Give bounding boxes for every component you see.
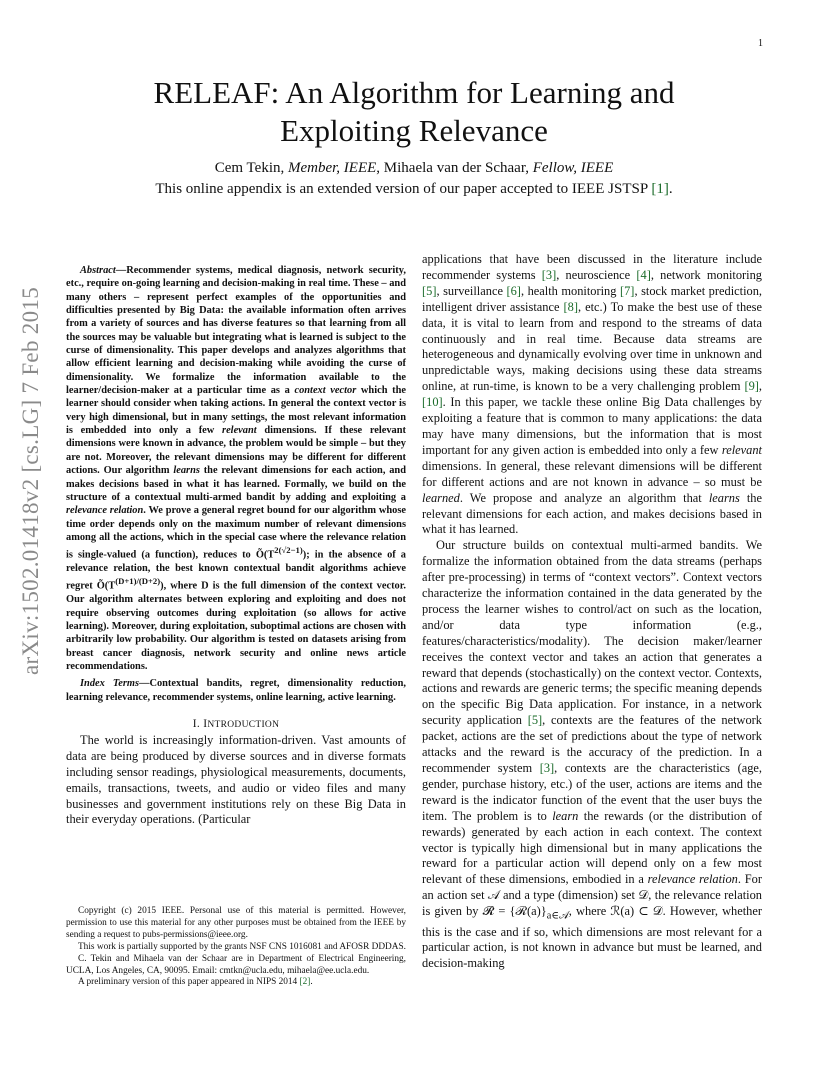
title-line-2: Exploiting Relevance xyxy=(280,113,548,148)
body-text: Our structure builds on contextual multi-armed bandits. We formalize the information obtained from the data streams (perhaps after pre-processing) in terms of “context vectors”. Context vectors characterize the information contained in the data generated by the process the learner wishes to control/act on such as the location, and/or data type information (e.g., features/characteristics/modality). The decision maker/learner receives the context vector and takes an action that generates a reward that depends (stochastically) on the context vector. Contexts, actions and rewards are generic terms; the specific meaning depends on the specific Big Data application. For instance, in a network security application xyxy=(422,538,762,728)
author-2: , Mihaela van der Schaar, xyxy=(376,160,529,176)
citation-link[interactable]: [6] xyxy=(506,283,521,298)
arxiv-sidebar-stamp xyxy=(10,262,52,700)
author-1: Cem Tekin, xyxy=(214,160,285,176)
body-emphasis: learn xyxy=(552,808,579,823)
abstract-text: dimensions. If these relevant dimensions were known in advance, the problem would be simple – but they are not. Moreover, the relevant dimensions may be different for different actions. Our algorithm xyxy=(66,425,406,477)
section-number: I. I xyxy=(192,717,208,730)
body-text: , network monitoring xyxy=(650,267,762,282)
footnote-preliminary xyxy=(66,977,406,989)
citation-link[interactable]: [3] xyxy=(541,267,557,282)
appendix-note-end: . xyxy=(668,181,673,197)
title-line-1: RELEAF: An Algorithm for Learning and xyxy=(153,75,675,110)
section-heading-introduction xyxy=(66,718,406,730)
left-column xyxy=(66,264,406,828)
body-text: , surveillance xyxy=(436,283,507,298)
abstract-emphasis: relevance relation xyxy=(66,505,144,517)
abstract-text: . We prove a general regret bound for our algorithm whose time order depends only on the maximum number of relevant dimensions among all the actions, which in the special case where the relevance relation is single-valued (a function), reduces to Õ(T xyxy=(66,505,406,561)
body-text: , contexts are the features of the network packet, actions are the set of predictions about the type of network attacks and the reward is the accuracy of the prediction. In a recommender system xyxy=(422,713,763,775)
abstract-emphasis: learns xyxy=(173,465,200,477)
index-terms-text: —Contextual bandits, regret, dimensionality reduction, learning relevance, recommender systems, online learning, active learning. xyxy=(66,678,406,703)
abstract xyxy=(66,264,406,673)
citation-link[interactable]: [7] xyxy=(619,283,635,298)
body-text: , xyxy=(758,379,762,394)
body-text: dimensions. In general, these relevant dimensions will be different for different actions and are not known in advance – so must be xyxy=(422,458,762,489)
body-text: the relevant dimensions for each action, and makes decisions based in what it has learned. xyxy=(422,490,762,537)
citation-link[interactable]: [2] xyxy=(299,977,311,988)
body-text: , etc.) To make the best use of these data, it is vital to learn from and respond to the streams of data continuously and in real time. Because data streams are heterogeneous and dynamically evolving over time in unknown and unpredictable ways, making decisions using these data streams online, at run-time, is known to be a very challenging problem xyxy=(422,299,762,394)
math-subscript: a∈𝒜 xyxy=(546,910,569,922)
paper-title xyxy=(60,74,768,150)
abstract-text: ), where D is the full dimension of the context vector. Our algorithm alternates between exploring and exploiting and does not require observing outcomes during exploitation (so allows for active learning). Moreover, during exploitation, suboptimal actions are chosen with arbitrarily low probability. Our algorithm is tested on datasets arising from breast cancer diagnosis, network security and online news article recommendations. xyxy=(66,580,406,672)
abstract-text: ); in the absence of a relevance relation, the best known contextual bandit algorithms achieve regret Õ(T xyxy=(66,549,406,592)
citation-link[interactable]: [3] xyxy=(539,761,555,775)
math-exponent: 2(√2−1) xyxy=(274,545,303,556)
body-text: , where ℛ(a) ⊂ 𝒟. However, whether this is the case and if so, which dimensions are most relevant for a particular action, is not known in advance but must be learned, and decision-making xyxy=(422,904,762,971)
arxiv-identifier[interactable]: arXiv:1502.01418v2 [cs.LG] 7 Feb 2015 xyxy=(18,287,43,675)
footnote-funding: This work is partially supported by the grants NSF CNS 1016081 and AFOSR DDDAS. xyxy=(78,941,406,952)
citation-link[interactable]: [8] xyxy=(563,299,578,314)
citation-link[interactable]: [5] xyxy=(422,283,437,298)
abstract-emphasis: relevant xyxy=(222,425,257,437)
body-text: applications that have been discussed in the literature include recommender systems xyxy=(422,252,762,282)
body-text: . In this paper, we tackle these online Big Data challenges by exploiting a feature that is common to many applications: the data may have many dimensions, but the information that is most important for any given action is embedded into only a few xyxy=(422,395,762,457)
body-emphasis: learned xyxy=(422,490,460,505)
intro-continued-paragraph xyxy=(422,252,762,538)
structure-paragraph xyxy=(422,538,762,972)
right-column xyxy=(422,252,762,972)
body-text: , neuroscience xyxy=(556,267,637,282)
body-text: the rewards (or the distribution of rewards) generated by each action in each context. The context vector is typically high dimensional but in many applications the reward for a particular action will depend only on a few most relevant of these dimensions, embodied in a xyxy=(422,808,763,887)
footnote-end: . xyxy=(310,977,313,988)
author-line xyxy=(60,158,768,178)
citation-link[interactable]: [1] xyxy=(651,181,669,197)
footnotes xyxy=(66,906,406,989)
footnote-text: A preliminary version of this paper appeared in NIPS 2014 xyxy=(78,977,300,988)
index-terms xyxy=(66,677,406,704)
abstract-heading: Abstract xyxy=(80,265,116,276)
body-text: , contexts are the characteristics (age, gender, purchase history, etc.) of the user, actions are items and the reward is the indicator function of the event that the user buys the item. The problem is to xyxy=(422,761,762,823)
section-name: NTRODUCTION xyxy=(207,719,280,730)
index-terms-heading: Index Terms xyxy=(80,678,140,690)
appendix-note-text: This online appendix is an extended version of our paper accepted to IEEE JSTSP xyxy=(155,181,652,197)
body-emphasis: relevance relation xyxy=(647,872,738,887)
intro-paragraph: The world is increasingly information-driven. Vast amounts of data are being produced by diverse sources and in diverse formats including sensor readings, physiological measurements, documents, emails, transactions, tweets, and audio or video files and many businesses and government institutions rely on these Big Data in their everyday operations. (Particular xyxy=(66,732,406,827)
abstract-text: which the learner should consider when taking actions. In general the context vector is very high dimensional, but in many settings, the most relevant information is embedded into only a few xyxy=(66,385,406,437)
citation-link[interactable]: [10] xyxy=(422,395,443,410)
author-2-role: Fellow, IEEE xyxy=(532,160,614,176)
abstract-text: —Recommender systems, medical diagnosis, network security, etc., require on-going learning and decision-making in real time. These – and many others – represent perfect examples of the opportunities and difficulties presented by Big Data: the available information often arrives from a variety of sources and has diverse features so that learning from all the sources may be valuable but integrating what is learned is subject to the curse of dimensionality. This paper develops and analyzes algorithms that allow efficient learning and decision-making while avoiding the curse of dimensionality. We formalize the information available to the learner/decision-maker at a particular time as a xyxy=(66,265,406,397)
citation-link[interactable]: [4] xyxy=(636,267,651,282)
footnote-affiliation: C. Tekin and Mihaela van der Schaar are in Department of Electrical Engineering, UCLA, Los Angeles, CA, 90095. Email: cmtkn@ucla.edu, mihaela@ee.ucla.edu. xyxy=(66,953,406,976)
author-1-role: Member, IEEE xyxy=(287,160,377,176)
body-text: . For an action set 𝒜 and a type (dimension) set 𝒟, the relevance relation is given by 𝓡 = {ℛ(a)} xyxy=(422,872,762,919)
citation-link[interactable]: [5] xyxy=(527,713,543,728)
body-text: , health monitoring xyxy=(520,283,620,298)
body-text: , stock market prediction, intelligent driver assistance xyxy=(422,283,763,314)
footnote-copyright: Copyright (c) 2015 IEEE. Personal use of this material is permitted. However, permission to use this material for any other purposes must be obtained from the IEEE by sending a request to pubs-permissions@ieee.org. xyxy=(66,906,406,940)
math-exponent: (D+1)/(D+2) xyxy=(115,576,161,587)
abstract-text: the relevant dimensions for each action, and makes decisions based in what it has learned. Formally, we build on the structure of a contextual multi-armed bandit by adding and exploiting a xyxy=(66,465,406,503)
appendix-note xyxy=(60,179,768,199)
body-emphasis: learns xyxy=(708,490,740,505)
body-emphasis: relevant xyxy=(721,442,762,457)
page-number: 1 xyxy=(758,38,763,49)
body-text: . We propose and analyze an algorithm that xyxy=(459,490,709,505)
citation-link[interactable]: [9] xyxy=(744,379,759,394)
abstract-emphasis: context vector xyxy=(294,385,357,397)
